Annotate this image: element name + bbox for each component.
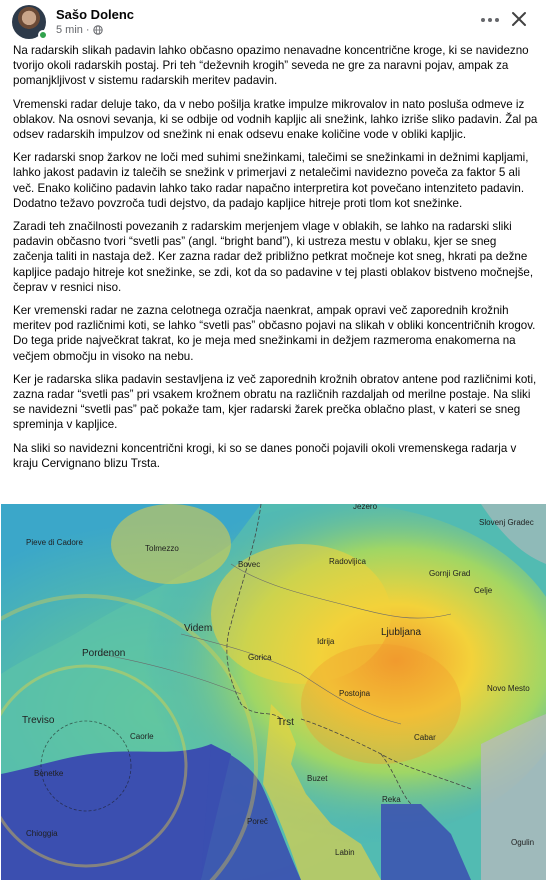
post-paragraph: Na radarskih slikah padavin lahko občasno opazimo nenavadne koncentrične kroge, ki se navidezno tvorijo okoli radarskih postaj. Pri teh “deževnih krogih” seveda ne gre za naravni pojav, ampak za pomanjkljivost v sistemu radarskih meritev padavin. <box>13 44 529 88</box>
map-city-label: Pieve di Cadore <box>26 538 83 547</box>
globe-icon <box>93 25 103 35</box>
map-city-label: Slovenj Gradec <box>479 518 534 527</box>
post-time[interactable]: 5 min <box>56 24 83 36</box>
post-body <box>13 43 538 479</box>
online-status-dot <box>38 30 48 40</box>
map-city-label: Bovec <box>238 560 261 569</box>
map-city-label: Poreč <box>247 817 268 826</box>
more-options-button[interactable] <box>476 8 504 32</box>
radar-map-image[interactable] <box>1 504 546 880</box>
post-paragraph: Ker je radarska slika padavin sestavljena iz več zaporednih krožnih obratov antene pod različnimi koti, zazna radar “svetli pas” pri vsakem krožnem obratu na različnih razdaljah od merilne postaje. Na sliki se navidezni “svetli pas” pač pokaže tam, kjer radarski žarek prečka oblačno plast, v kateri se sneg spreminja v kapljice. <box>13 372 537 432</box>
post-header <box>0 0 546 40</box>
map-city-label: Gornji Grad <box>429 569 471 578</box>
close-icon[interactable] <box>506 6 532 32</box>
map-city-label: Reka <box>382 795 401 804</box>
post-paragraph: Na sliki so navidezni koncentrični krogi, ki so se danes ponoči pojavili okoli vremenskega radarja v kraju Cervignano blizu Trsta. <box>13 441 517 470</box>
map-city-label: Treviso <box>22 715 55 726</box>
map-city-label: Postojna <box>339 689 371 698</box>
map-city-label: Idrija <box>317 637 335 646</box>
map-city-label: Celje <box>474 586 493 595</box>
post-paragraph: Vremenski radar deluje tako, da v nebo pošilja kratke impulze mikrovalov in nato posluša odmeve iz oblakov. Na osnovi sevanja, ki se odbije od vodnih kapljic ali snežink, lahko izriše sliko padavin. Žal pa odsev radarskih impulzov od snežink ni enak odsevu enake količine vode v obliki kapljic. <box>13 97 538 142</box>
meta-separator: · <box>85 24 90 36</box>
map-city-label: Tolmezzo <box>145 544 179 553</box>
radar-map-graphic <box>1 504 546 880</box>
map-city-label: Labin <box>335 848 355 857</box>
map-city-label: Videm <box>184 623 213 634</box>
post-paragraph: Ker radarski snop žarkov ne loči med suhimi snežinkami, talečimi se snežinkami in dežnimi kapljami, lahko jakost padavin iz talečih se snežink v primerjavi z netalečimi navidezno poveča za faktor 5 ali več. Enako količino padavin lahko tako radar napačno interpretira kot povečano intenziteto padavin. Dodatno težavo povzroča tudi dejstvo, da padajo kapljice hitreje proti tlom kot snežinke. <box>13 151 529 210</box>
map-city-label: Ogulin <box>511 838 535 847</box>
map-city-label: Cabar <box>414 733 436 742</box>
map-city-label: Gorica <box>248 653 272 662</box>
dot-icon <box>488 18 492 22</box>
map-city-label: Buzet <box>307 774 328 783</box>
map-city-label: Caorle <box>130 732 154 741</box>
post-paragraph: Zaradi teh značilnosti povezanih z radarskim merjenjem vlage v oblakih, se lahko na radarski sliki padavin občasno tvori “svetli pas” (angl. “bright band”), ki ustreza mestu v oblaku, kjer se sneg začenja taliti in nastaja dež. Ker zazna radar dež približno petkrat močneje kot sneg, hkrati pa dežne kapljice padajo hitreje kot snežinke, se zdi, kot da so padavine v tej plasti oblakov bistveno močnejše, čeprav v resnici niso. <box>13 220 534 294</box>
post-paragraph: Ker vremenski radar ne zazna celotnega ozračja naenkrat, ampak opravi več zaporednih krožnih meritev pod različnimi koti, se lahko “svetli pas” občasno pojavi na slikah v obliki koncentričnih krogov. Do tega pride največkrat takrat, ko je meja med snežinkami in dežjem razmeroma enakomerna na večjem območju in visoko na nebu. <box>13 304 536 363</box>
map-city-label: Ljubljana <box>381 627 422 638</box>
map-city-label: Jezero <box>353 504 378 511</box>
dot-icon <box>495 18 499 22</box>
map-city-label: Novo Mesto <box>487 684 530 693</box>
map-city-label: Benetke <box>34 769 64 778</box>
map-city-label: Radovljica <box>329 557 366 566</box>
map-city-label: Chioggia <box>26 829 58 838</box>
author-name[interactable]: Sašo Dolenc <box>56 7 135 22</box>
map-city-label: Pordenon <box>82 648 126 659</box>
dot-icon <box>481 18 485 22</box>
post-meta <box>56 24 103 36</box>
map-city-label: Trst <box>277 717 294 728</box>
